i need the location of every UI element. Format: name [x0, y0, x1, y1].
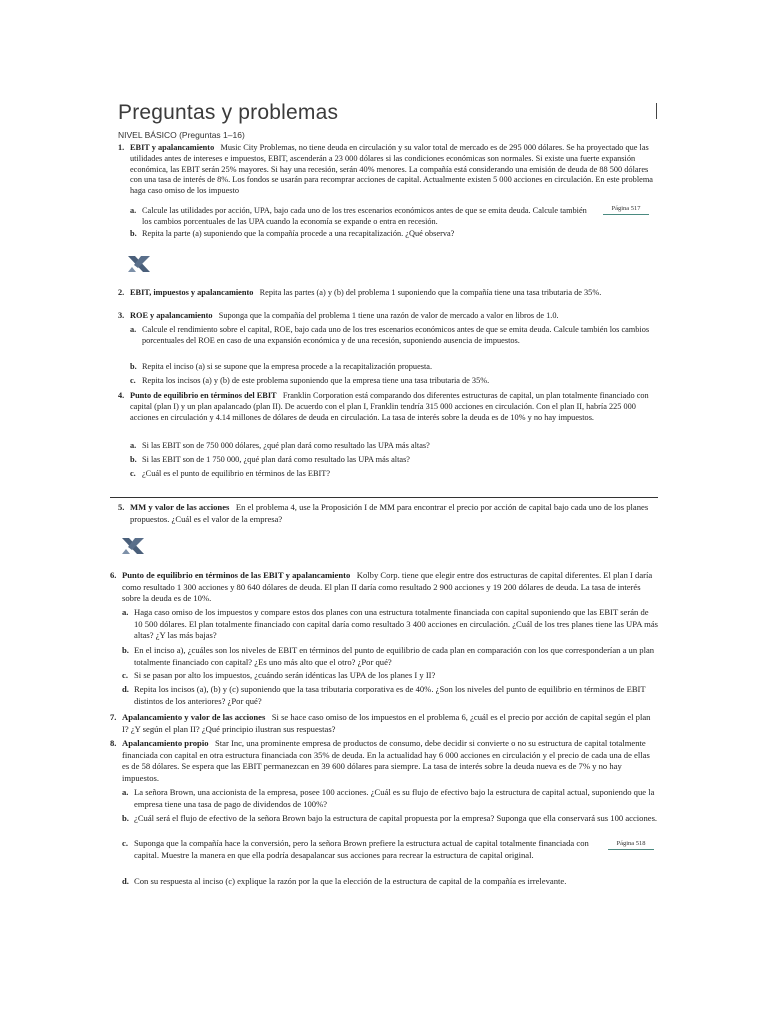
problem-text: Suponga que la compañía del problema 1 tiene una razón de valor de mercado a valor en libros de 1.0. [218, 311, 559, 320]
part-text: ¿Cuál es el punto de equilibrio en términos de las EBIT? [142, 469, 331, 478]
part-text: Repita los incisos (a) y (b) de este problema suponiendo que la empresa tiene una tasa tributaria de 35%. [142, 376, 490, 385]
part-letter: d. [122, 876, 129, 886]
problem-text: Si se hace caso omiso de los impuestos en el problema 6, ¿cuál es el precio por acción de capital según el plan I? ¿Y según el plan II? ¿Qué principio ilustran sus respuestas? [122, 712, 651, 734]
problem-5 [118, 502, 654, 525]
part-text: Haga caso omiso de los impuestos y compare estos dos planes con una estructura totalmente financiada con capital suponiendo que las EBIT serán de 10 500 dólares. El plan totalmente financiado con capital daría como resultado 3 400 acciones en circulación. ¿Cuál de los tres planes tiene las UPA más altas? ¿Y las más bajas? [134, 607, 658, 640]
problem-title: Apalancamiento y valor de las acciones [122, 712, 266, 722]
problem-1b [130, 229, 650, 240]
problem-8d [122, 876, 658, 888]
part-text: Repita los incisos (a), (b) y (c) suponiendo que la tasa tributaria corporativa es de 40%. ¿Son los niveles del punto de equilibrio en términos de EBIT distintos de los anteriores? ¿Por qué? [134, 684, 646, 706]
part-letter: b. [122, 813, 129, 823]
part-letter: a. [122, 607, 129, 617]
part-letter: c. [130, 376, 136, 385]
part-letter: b. [122, 645, 129, 655]
problem-6a [122, 607, 658, 642]
problem-number: 8. [110, 738, 117, 748]
problem-3 [118, 311, 654, 322]
problem-number: 3. [118, 311, 125, 320]
problem-text: Repita las partes (a) y (b) del problema 1 suponiendo que la compañía tiene una tasa tributaria de 35%. [259, 288, 602, 297]
part-text: Con su respuesta al inciso (c) explique la razón por la que la elección de la estructura de capital de la compañía es irrelevante. [134, 876, 567, 886]
problem-3a [130, 325, 650, 347]
problem-4b [130, 455, 650, 466]
problem-number: 7. [110, 712, 117, 722]
problem-8b [122, 813, 658, 825]
problem-7 [110, 712, 658, 735]
problem-title: ROE y apalancamiento [130, 311, 213, 320]
problem-text: Music City Problemas, no tiene deuda en circulación y su valor total de mercado es de 295 000 dólares. Se ha proyectado que las utilidades antes de intereses e impuestos, EBIT, ascenderán a 23 000 dólares si las condiciones económicas son normales. Si existe una fuerte expansión económica, las EBIT serán 25% mayores. Si hay una recesión, serán 40% menores. La compañía está considerando una emisión de deuda de 88 500 dólares con una tasa de interés de 8%. Los fondos se usarán para recomprar acciones de capital. Actualmente existen 5 000 acciones en circulación. En este problema haga caso omiso de los impuesto [130, 143, 653, 196]
problem-title: Punto de equilibrio en términos de las EBIT y apalancamiento [122, 570, 351, 580]
problem-4c [130, 469, 650, 480]
part-text: Si se pasan por alto los impuestos, ¿cuándo serán idénticas las UPA de los planes I y II? [134, 670, 436, 680]
page-edge-mark [656, 103, 657, 119]
part-text: Calcule las utilidades por acción, UPA, bajo cada uno de los tres escenarios económicos antes de que se emita deuda. Calcule también los cambios porcentuales de las UPA cuando la economía se expande o entra en recesión. [142, 206, 587, 226]
part-text: Suponga que la compañía hace la conversión, pero la señora Brown prefiere la estructura actual de capital totalmente financiada con capital. Muestre la manera en que ella podría desapalancar sus acciones para recrear la estructura de capital original. [134, 838, 589, 860]
part-letter: a. [130, 206, 137, 215]
part-text: Si las EBIT son de 1 750 000, ¿qué plan dará como resultado las UPA más altas? [142, 455, 410, 464]
problem-6d [122, 684, 658, 707]
part-letter: a. [122, 787, 129, 797]
problem-title: EBIT, impuestos y apalancamiento [130, 288, 254, 297]
problem-1a [130, 206, 590, 228]
part-text: Si las EBIT son de 750 000 dólares, ¿qué plan dará como resultado las UPA más altas? [142, 441, 430, 450]
part-letter: b. [130, 229, 137, 238]
section-divider [110, 497, 658, 498]
section-title: Preguntas y problemas [118, 101, 339, 124]
part-letter: c. [122, 670, 128, 680]
problem-4a [130, 441, 650, 452]
problem-number: 4. [118, 391, 125, 400]
part-letter: d. [122, 684, 129, 694]
problem-text: Star Inc, una prominente empresa de productos de consumo, debe decidir si convierte o no su estructura de capital totalmente financiada con capital en otra estructura financiada con 35% de deuda. En la actualidad hay 6 000 acciones en circulación y el precio de cada una de ellas es de 58 dólares. Se espera que las EBIT permanezcan en 39 600 dólares para siempre. La tasa de interés sobre la deuda nueva es de 7% y no hay impuestos. [122, 738, 650, 783]
problem-8c [122, 838, 592, 861]
part-letter: b. [130, 455, 137, 464]
problem-8a [122, 787, 658, 810]
part-letter: b. [130, 362, 137, 371]
part-letter: c. [130, 469, 136, 478]
problem-3c [130, 376, 650, 387]
part-letter: a. [130, 325, 137, 334]
problem-text: En el problema 4, use la Proposición I de MM para encontrar el precio por acción de capital bajo cada uno de los planes propuestos. ¿Cuál es el valor de la empresa? [130, 502, 649, 524]
problem-text: Franklin Corporation está comparando dos diferentes estructuras de capital, un plan totalmente financiado con capital (plan I) y un plan apalancado (plan II). De acuerdo con el plan I, Franklin tendría 315 000 acciones en circulación. Con el plan II, habría 225 000 acciones en circulación y 4.14 millones de dólares de deuda en circulación. La tasa de interés sobre la deuda es de 10% y no hay impuestos. [130, 391, 649, 422]
part-text: Repita la parte (a) suponiendo que la compañía procede a una recapitalización. ¿Qué observa? [142, 229, 455, 238]
problem-title: Apalancamiento propio [122, 738, 209, 748]
problem-number: 2. [118, 288, 125, 297]
problem-6 [110, 570, 658, 605]
part-letter: c. [122, 838, 128, 848]
spreadsheet-x-icon [122, 538, 144, 554]
problem-4 [118, 391, 654, 423]
part-text: Repita el inciso (a) si se supone que la empresa procede a la recapitalización propuesta. [142, 362, 433, 371]
problem-title: EBIT y apalancamiento [130, 143, 215, 152]
page-ref-517: Página 517 [603, 204, 649, 215]
problem-title: MM y valor de las acciones [130, 502, 230, 512]
problem-number: 6. [110, 570, 117, 580]
problem-title: Punto de equilibrio en términos del EBIT [130, 391, 277, 400]
part-letter: a. [130, 441, 137, 450]
level-heading: NIVEL BÁSICO (Preguntas 1–16) [118, 130, 245, 140]
problem-3b [130, 362, 650, 373]
problem-number: 5. [118, 502, 125, 512]
problem-1 [118, 143, 654, 197]
problem-2 [118, 288, 654, 299]
page-ref-518: Página 518 [608, 839, 654, 850]
spreadsheet-x-icon [128, 256, 150, 272]
problem-text: Kolby Corp. tiene que elegir entre dos estructuras de capital diferentes. El plan I daría como resultado 1 300 acciones y 80 640 dólares de deuda. El plan II daría como resultado 2 900 acciones y 19 200 dólares de deuda. La tasa de interés sobre la deuda es de 10%. [122, 570, 653, 603]
part-text: Calcule el rendimiento sobre el capital, ROE, bajo cada uno de los tres escenarios económicos antes de que se emita deuda. Calcule también los cambios porcentuales del ROE en caso de una expansión económica y de una recesión, suponiendo ausencia de impuestos. [142, 325, 650, 345]
problem-6b [122, 645, 658, 668]
part-text: En el inciso a), ¿cuáles son los niveles de EBIT en términos del punto de equilibrio de cada plan en comparación con los que corresponderían a un plan totalmente financiado con capital? ¿Es uno más alto que el otro? ¿Por qué? [134, 645, 655, 667]
problem-6c [122, 670, 658, 682]
problem-8 [110, 738, 658, 784]
part-text: La señora Brown, una accionista de la empresa, posee 100 acciones. ¿Cuál es su flujo de efectivo bajo la estructura de capital actual, suponiendo que la empresa tiene una tasa de pago de dividendos de 100%? [134, 787, 655, 809]
part-text: ¿Cuál será el flujo de efectivo de la señora Brown bajo la estructura de capital propuesta por la empresa? Suponga que ella conservará sus 100 acciones. [134, 813, 658, 823]
problem-number: 1. [118, 143, 125, 152]
